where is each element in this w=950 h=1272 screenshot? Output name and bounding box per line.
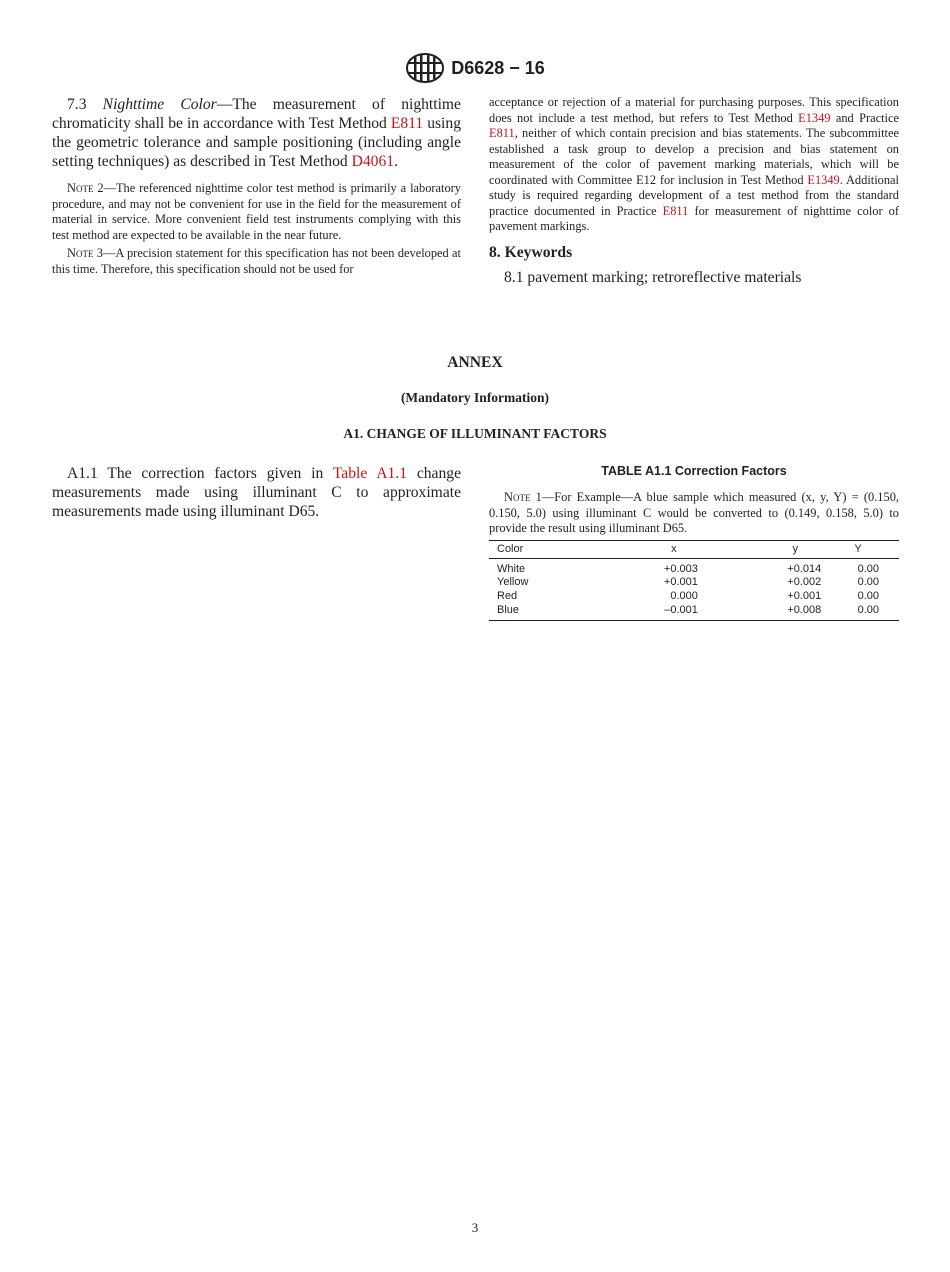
link-e1349[interactable]: E1349 xyxy=(807,172,840,187)
page-number: 3 xyxy=(471,1220,479,1235)
annex-title: ANNEX xyxy=(447,354,503,371)
note-2: Note 2—The referenced nighttime color test method is primarily a laboratory procedure, and may not be convenient for use in the field for the measurement of material in service. More convenient field test instruments complying with this test method are expected to be available in the near future. xyxy=(52,181,461,242)
link-e811[interactable]: E811 xyxy=(489,126,515,140)
page-header xyxy=(0,52,950,84)
annex-subtitle: (Mandatory Information) xyxy=(400,390,550,405)
link-d4061[interactable]: D4061 xyxy=(351,153,395,170)
table-note-1: Note 1—For Example—A blue sample which measured (x, y, Y) = (0.150, 0.150, 5.0) using illuminant C would be converted to (0.149, 0.158, 5.0) to provide the result using illuminant D65. xyxy=(489,490,899,535)
section-7-3-title: Nighttime Color xyxy=(102,96,217,113)
note-3: Note 3—A precision statement for this specification has not been developed at this time. Therefore, this specification should not be used for xyxy=(52,246,461,276)
link-e811[interactable]: E811 xyxy=(390,115,424,132)
section-8-1: 8.1 pavement marking; retroreflective materials xyxy=(504,268,802,286)
link-e1349[interactable]: E1349 xyxy=(798,110,831,125)
section-7-3: 7.3 Nighttime Color—The measurement of nighttime chromaticity shall be in accordance with Test Method E811 using the geometric tolerance and sample positioning (including angle setting techniques) as described in Test Method D4061. xyxy=(52,96,461,170)
right-column xyxy=(489,95,899,287)
column-header-color: Color xyxy=(489,540,621,558)
section-8-heading: 8. Keywords xyxy=(489,243,573,261)
column-header-Y-upper: Y xyxy=(821,540,899,558)
table-title: TABLE A1.1 Correction Factors xyxy=(601,464,787,478)
table-row: Blue –0.001 +0.008 0.00 xyxy=(489,604,899,620)
document-designation: D6628 − 16 xyxy=(451,57,545,78)
link-e811[interactable]: E811 xyxy=(662,203,689,218)
correction-factors-table xyxy=(489,540,899,621)
note-3-continuation: acceptance or rejection of a material for purchasing purposes. This specification does not include a test method, but refers to Test Method E1349 and Practice E811, neither of which contain precision and bias statements. The subcommittee established a task group to develop a precision and bias statement on measurement of the color of pavement marking materials, which will be coordinated with Committee E12 for inclusion in Test Method E1349. Additional study is required regarding development of a test method from the standard practice documented in Practice E811 for measurement of nighttime color of pavement markings. xyxy=(489,95,899,233)
left-column xyxy=(52,95,461,277)
annex-section-heading: A1. CHANGE OF ILLUMINANT FACTORS xyxy=(343,426,607,441)
link-table-a1-1[interactable]: Table A1.1 xyxy=(332,465,407,482)
table-a1-1-block xyxy=(489,464,899,621)
table-row: White +0.003 +0.014 0.00 xyxy=(497,562,879,575)
table-row: Yellow +0.001 +0.002 0.00 xyxy=(497,576,879,589)
table-row: Red 0.000 +0.001 0.00 xyxy=(497,590,879,603)
annex-left-column xyxy=(52,464,461,521)
astm-logo-icon xyxy=(405,52,445,84)
column-header-y: y xyxy=(700,540,821,558)
section-a1-1: A1.1 The correction factors given in Table A1.1 change measurements made using illuminant C to approximate measurements made using illuminant D65. xyxy=(52,465,461,520)
table-header-row xyxy=(489,540,899,558)
column-header-x: x xyxy=(621,540,700,558)
